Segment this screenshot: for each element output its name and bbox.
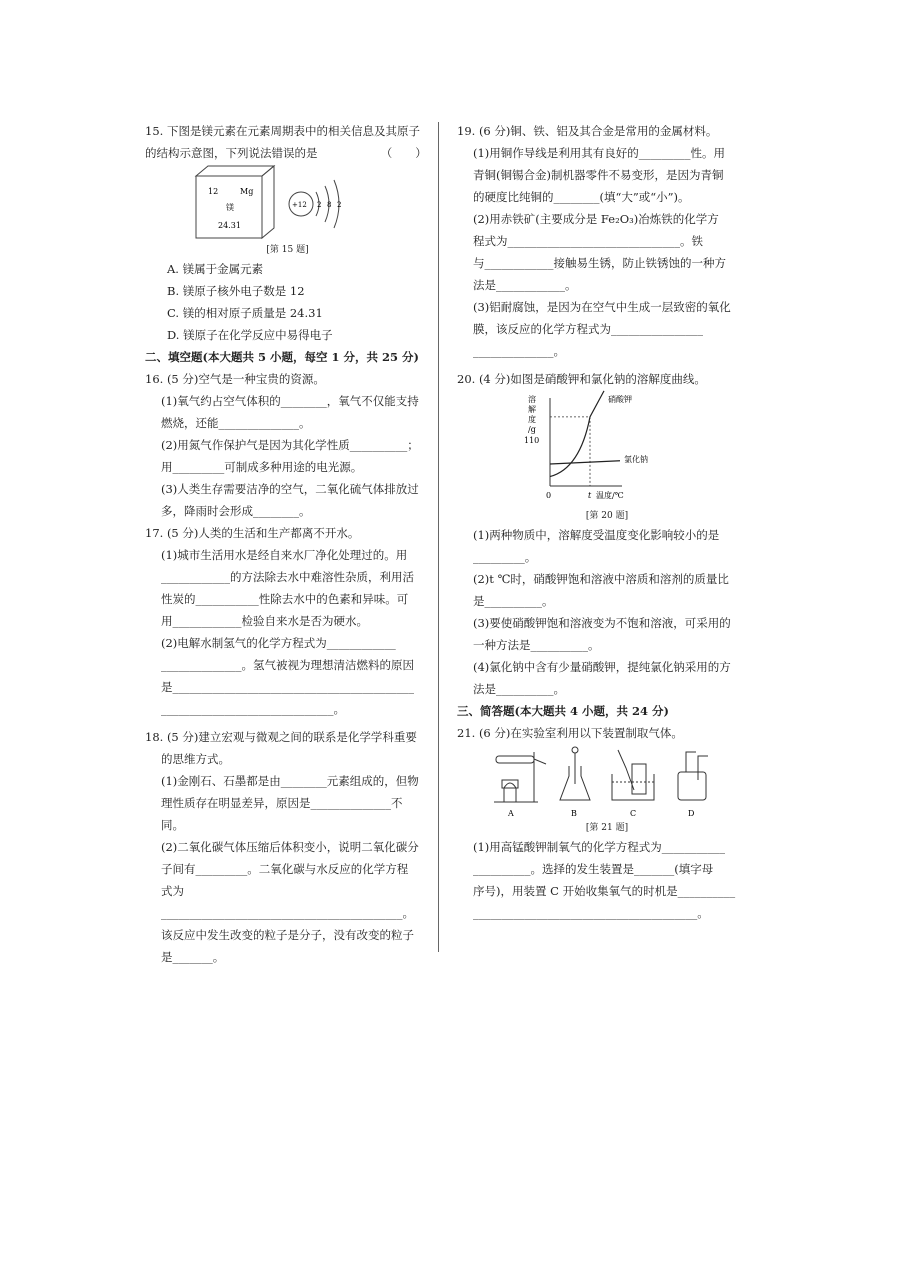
q16-line: 多，降雨时会形成________。 — [161, 504, 311, 518]
q15-option-d[interactable]: D. 镁原子在化学反应中易得电子 — [167, 328, 333, 342]
q19-line: 法是____________。 — [473, 278, 577, 292]
q17-line: ______________________________。 — [161, 702, 345, 716]
apparatus-c — [612, 750, 654, 818]
q20-line: _________。 — [473, 550, 537, 564]
q18-line: 子间有_________。二氧化碳与水反应的化学方程 — [161, 862, 409, 876]
q17-line: 17. (5 分)人类的生活和生产都离不开水。 — [145, 526, 360, 540]
label-d: D — [688, 809, 695, 818]
q20-line: (1)两种物质中，溶解度受温度变化影响较小的是 — [473, 528, 720, 542]
q17-line: (1)城市生活用水是经自来水厂净化处理过的。用 — [161, 548, 408, 562]
y-tick-label: 110 — [524, 436, 540, 445]
q17-line: ____________的方法除去水中难溶性杂质，利用活 — [161, 570, 414, 584]
label-a: A — [508, 809, 514, 818]
q19-line: (3)铝耐腐蚀，是因为在空气中生成一层致密的氧化 — [473, 300, 731, 314]
apparatus-b — [560, 747, 590, 818]
q16-line: 用_________可制成多种用途的电光源。 — [161, 460, 363, 474]
x-tick-label: t — [588, 491, 592, 500]
series-nacl-line — [550, 461, 620, 464]
q20-line: (3)要使硝酸钾饱和溶液变为不饱和溶液，可采用的 — [473, 616, 731, 630]
apparatus-a — [494, 752, 546, 818]
shell-2-electrons: 8 — [326, 201, 331, 209]
solubility-chart — [522, 390, 692, 508]
left-column — [145, 120, 430, 968]
q18-line: 式为__________________________________________。 — [161, 884, 414, 920]
q18-line: 的思维方式。 — [161, 752, 230, 766]
label-c: C — [630, 809, 637, 818]
y-label-2: 解 — [528, 405, 536, 414]
q21-line: 序号)，用装置 C 开始收集氧气的时机是__________ — [473, 884, 736, 898]
section-3-heading: 三、简答题(本大题共 4 小题，共 24 分) — [457, 704, 669, 718]
q16-line: 16. (5 分)空气是一种宝贵的资源。 — [145, 372, 325, 386]
q20-line: 法是__________。 — [473, 682, 565, 696]
magnesium-figure — [188, 164, 388, 242]
element-mass: 24.31 — [217, 221, 241, 230]
right-column — [457, 120, 757, 924]
q17-line: 用____________检验自来水是否为硬水。 — [161, 614, 368, 628]
column-divider — [438, 122, 439, 952]
q19-line: 与____________接触易生锈，防止铁锈蚀的一种方 — [473, 256, 726, 270]
q20-line: 20. (4 分)如图是硝酸钾和氯化钠的溶解度曲线。 — [457, 372, 706, 386]
y-label-1: 溶 — [528, 395, 536, 404]
q15-option-a[interactable]: A. 镁属于金属元素 — [167, 262, 264, 276]
y-label-4: /g — [528, 425, 536, 434]
question-16 — [145, 368, 430, 522]
shell-3-electrons: 2 — [336, 201, 341, 209]
apparatus-d — [678, 752, 708, 818]
q15-option-b[interactable]: B. 镁原子核外电子数是 12 — [167, 284, 305, 298]
q15-stem-line1: 15. 下图是镁元素在元素周期表中的相关信息及其原子 — [145, 124, 420, 138]
q19-line: ______________。 — [473, 344, 565, 358]
label-b: B — [571, 809, 577, 818]
apparatus-figure — [482, 744, 732, 820]
element-number: 12 — [207, 187, 218, 196]
q18-line: 18. (5 分)建立宏观与微观之间的联系是化学学科重要 — [145, 730, 417, 744]
periodic-cell — [196, 166, 274, 238]
q20-line: 是__________。 — [473, 594, 554, 608]
q19-line: 19. (6 分)铜、铁、铝及其合金是常用的金属材料。 — [457, 124, 718, 138]
q15-option-c[interactable]: C. 镁的相对原子质量是 24.31 — [167, 306, 323, 320]
q20-caption: [第 20 题] — [585, 511, 629, 521]
q19-line: 膜，该反应的化学方程式为________________ — [473, 322, 703, 336]
origin-label: 0 — [546, 491, 552, 500]
question-15 — [145, 120, 430, 346]
q15-stem-line2: 的结构示意图，下列说法错误的是 （ ） — [145, 146, 427, 160]
q19-line: 青铜(铜锡合金)制机器零件不易变形，是因为青铜 — [473, 168, 724, 182]
question-20 — [457, 368, 757, 700]
q17-line: (2)电解水制氢气的化学方程式为____________ — [161, 636, 396, 650]
series-kno3-label: 硝酸钾 — [608, 395, 632, 404]
nucleus-charge: +12 — [291, 201, 307, 209]
q19-line: 程式为______________________________。铁 — [473, 234, 703, 248]
shell-1-electrons: 2 — [316, 201, 321, 209]
series-nacl-label: 氯化钠 — [624, 455, 648, 464]
y-label-3: 度 — [528, 415, 536, 424]
q21-line: 21. (6 分)在实验室利用以下装置制取气体。 — [457, 726, 683, 740]
q17-line: 是__________________________________________ — [161, 680, 414, 694]
question-19 — [457, 120, 757, 362]
q18-line: 同。 — [161, 818, 184, 832]
q16-line: (3)人类生存需要洁净的空气，二氧化硫气体排放过 — [161, 482, 419, 496]
q19-line: (1)用铜作导线是利用其有良好的_________性。用 — [473, 146, 726, 160]
q18-line: 是_______。 — [161, 950, 225, 964]
q18-line: 理性质存在明显差异，原因是______________不 — [161, 796, 403, 810]
y-axis-label — [528, 394, 536, 434]
q19-line: (2)用赤铁矿(主要成分是 Fe₂O₃)冶炼铁的化学方 — [473, 212, 719, 226]
q16-line: 燃烧，还能______________。 — [161, 416, 311, 430]
q21-caption: [第 21 题] — [585, 823, 629, 833]
question-18 — [145, 726, 430, 968]
question-17 — [145, 522, 430, 720]
q20-line: 一种方法是__________。 — [473, 638, 600, 652]
q16-line: (2)用氮气作保护气是因为其化学性质__________； — [161, 438, 419, 452]
x-axis-label: 温度/℃ — [596, 491, 624, 500]
q21-line: __________。选择的发生装置是_______(填字母 — [473, 862, 714, 876]
q17-line: 性炭的___________性除去水中的色素和异味。可 — [161, 592, 409, 606]
q15-caption: [第 15 题] — [266, 245, 309, 255]
atom-structure — [289, 180, 341, 228]
q19-line: 的硬度比纯铜的________(填“大”或“小”)。 — [473, 190, 690, 204]
element-name: 镁 — [225, 203, 234, 212]
q21-line: _______________________________________。 — [473, 906, 709, 920]
element-symbol: Mg — [239, 187, 253, 196]
q17-line: ______________。氢气被视为理想清洁燃料的原因 — [161, 658, 414, 672]
section-2-heading: 二、填空题(本大题共 5 小题，每空 1 分，共 25 分) — [145, 350, 419, 364]
q18-line: 该反应中发生改变的粒子是分子，没有改变的粒子 — [161, 928, 414, 942]
q18-line: (1)金刚石、石墨都是由________元素组成的，但物 — [161, 774, 419, 788]
q21-line: (1)用高锰酸钾制氧气的化学方程式为___________ — [473, 840, 726, 854]
q20-line: (2)t ℃时，硝酸钾饱和溶液中溶质和溶剂的质量比 — [473, 572, 729, 586]
q18-line: (2)二氧化碳气体压缩后体积变小，说明二氧化碳分 — [161, 840, 419, 854]
q20-line: (4)氯化钠中含有少量硝酸钾，提纯氯化钠采用的方 — [473, 660, 731, 674]
question-21 — [457, 722, 757, 924]
q16-line: (1)氧气约占空气体积的________，氧气不仅能支持 — [161, 394, 419, 408]
